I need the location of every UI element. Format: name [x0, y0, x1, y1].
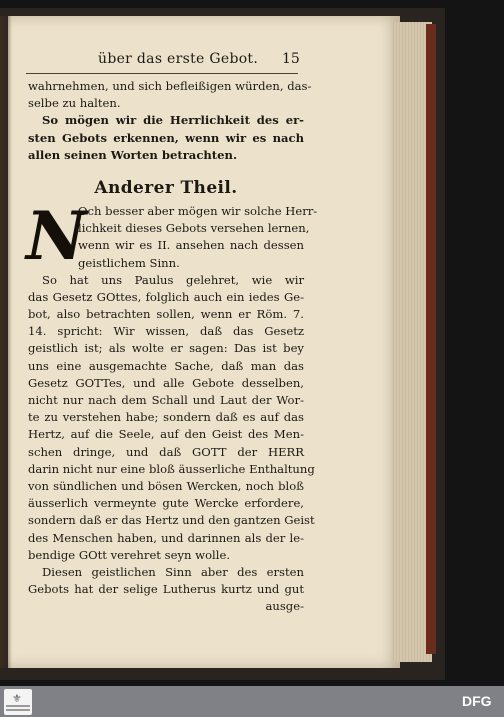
- drop-cap-initial: N: [26, 196, 87, 275]
- text-line: bendige GOtt verehret seyn wolle.: [28, 547, 231, 562]
- text-line: sondern daß er das Hertz und den gantzen Geist: [28, 513, 315, 528]
- text-line: geistlich ist; als wolte er sagen: Das ist bey: [28, 341, 304, 356]
- text-line: das Gesetz GOttes, folglich auch ein iedes Ge-: [28, 289, 304, 304]
- catchword: ausge-: [265, 599, 304, 614]
- text-line: des Menschen haben, und darinnen als der le-: [28, 530, 304, 545]
- text-line: Gesetz GOTTes, und alle Gebote desselben,: [28, 375, 304, 390]
- book-cover-edge: [426, 24, 436, 654]
- text-line: Hertz, auf die Seele, auf den Geist des Men-: [28, 427, 304, 442]
- text-line: So mögen wir die Herrlichkeit des er-: [42, 113, 304, 128]
- text-line: äusserlich vermeynte gute Wercke erfordere,: [28, 496, 304, 511]
- text-line: geistlichem Sinn.: [78, 255, 180, 270]
- text-line: te zu verstehen habe; sondern daß es auf das: [28, 410, 304, 425]
- text-line: wenn wir es II. ansehen nach dessen: [78, 238, 304, 253]
- drop-cap-paragraph: [26, 196, 318, 275]
- text-line: Diesen geistlichen Sinn aber des ersten: [42, 564, 304, 579]
- text-line: von sündlichen und bösen Wercken, noch bloß: [28, 478, 304, 493]
- dfg-logo[interactable]: [462, 693, 498, 709]
- text-line: So hat uns Paulus gelehret, wie wir: [42, 272, 304, 287]
- page-header: [20, 49, 304, 73]
- text-line: uns eine ausgemachte Sache, daß man das: [28, 358, 304, 373]
- logo-caption-stroke: [6, 709, 30, 711]
- text-line: wahrnehmen, und sich befleißigen würden, das-: [28, 79, 312, 93]
- text-line: darin nicht nur eine bloß äusserliche Enthaltung: [28, 461, 315, 476]
- dfg-logo-text: DFG: [462, 693, 492, 709]
- library-logo-icon[interactable]: [4, 689, 32, 715]
- header-rule: [26, 73, 298, 74]
- text-line: selbe zu halten.: [28, 96, 121, 111]
- book-gutter: [0, 16, 12, 668]
- viewer-footer-bar: [0, 686, 504, 717]
- page-number: 15: [282, 51, 300, 67]
- text-line: schen dringe, und daß GOTT der HERR: [28, 444, 304, 459]
- text-line: Och besser aber mögen wir solche Herr-: [78, 203, 318, 218]
- text-line: lichkeit dieses Gebots versehen lernen,: [78, 221, 310, 236]
- text-line: Gebots hat der selige Lutherus kurtz und gut: [28, 582, 304, 597]
- logo-caption-stroke: [6, 705, 30, 707]
- text-line: bot, also betrachten sollen, wenn er Röm. 7.: [28, 307, 304, 322]
- library-crest-icon: ⚜: [12, 692, 22, 705]
- running-title: über das erste Gebot.: [98, 51, 259, 67]
- page-text: [26, 78, 318, 615]
- text-line: sten Gebots erkennen, wenn wir es nach: [28, 130, 304, 145]
- section-heading: Anderer Theil.: [94, 177, 238, 198]
- text-line: 14. spricht: Wir wissen, daß das Gesetz: [28, 324, 304, 339]
- text-line: allen seinen Worten betrachten.: [28, 147, 237, 162]
- text-line: nicht nur nach dem Schall und Laut der Wor-: [28, 393, 304, 407]
